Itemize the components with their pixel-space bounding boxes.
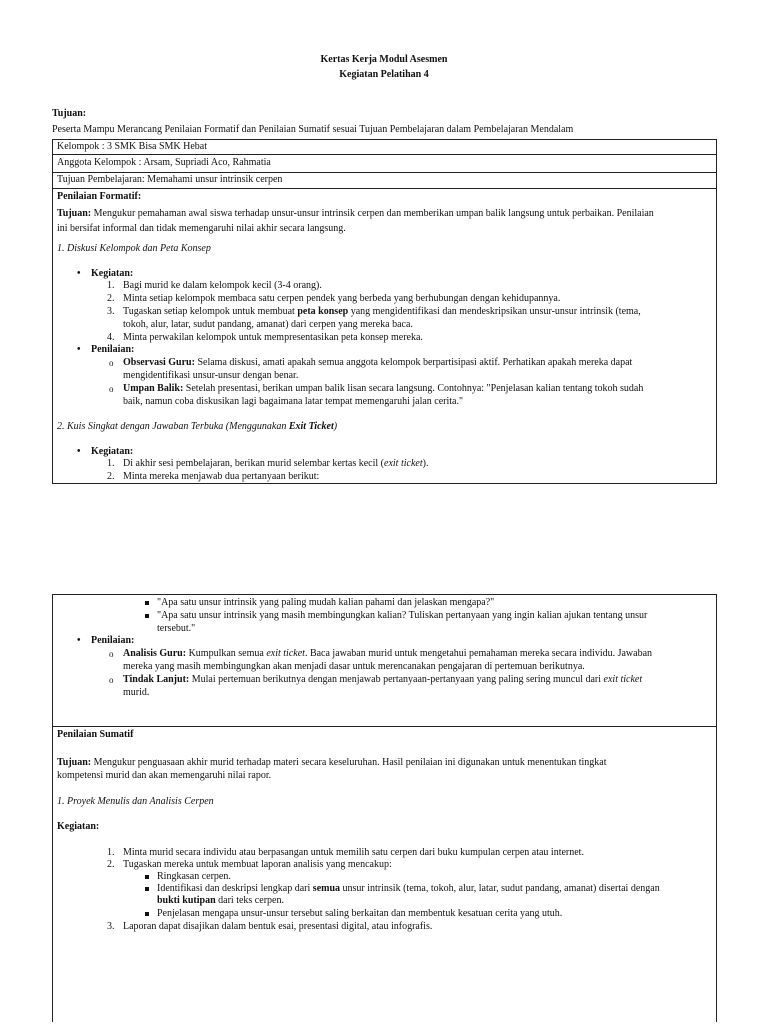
observasi-item: o Observasi Guru: Selama diskusi, amati apakah semua anggota kelompok berpartisipasi aktif. Perhatikan apakah mereka dapat xyxy=(123,357,632,370)
list-item-cont: tokoh, alur, latar, sudut pandang, amanat) dari cerpen yang mereka baca. xyxy=(123,319,413,330)
list-item: Minta mereka menjawab dua pertanyaan berikut: xyxy=(123,471,320,482)
list-item: Minta setiap kelompok membaca satu cerpen pendek yang berbeda yang berhubungan dengan kehidupannya. xyxy=(123,293,561,304)
continuation-table xyxy=(52,594,717,1022)
sub-item-cont: bukti kutipan dari teks cerpen. xyxy=(157,895,284,906)
list-item: Minta perwakilan kelompok untuk mempresentasikan peta konsep mereka. xyxy=(123,332,423,343)
question-item-cont: tersebut." xyxy=(157,623,196,634)
question-item: "Apa satu unsur intrinsik yang masih membingungkan kalian? Tuliskan pertanyaan yang ingin kalian ajukan tentang unsur xyxy=(157,610,648,621)
sub-item: Identifikasi dan deskripsi lengkap dari semua unsur intrinsik (tema, tokoh, alur, latar, sudut pandang, amanat) disertai dengan xyxy=(157,883,660,894)
section1-title: 1. Diskusi Kelompok dan Peta Konsep xyxy=(57,243,211,254)
document-subtitle: Kegiatan Pelatihan 4 xyxy=(339,69,429,80)
list-item: Tugaskan mereka untuk membuat laporan analisis yang mencakup: xyxy=(123,859,392,870)
observasi-item-cont: mengidentifikasi unsur-unsur dengan benar. xyxy=(123,370,299,381)
row-divider xyxy=(53,172,716,173)
list-number: 2. xyxy=(107,859,115,870)
analisis-guru-cont: mereka yang masih membingungkan akan menjadi dasar untuk merencanakan pengajaran di pertemuan berikutnya. xyxy=(123,661,585,672)
list-number: 2. xyxy=(107,471,115,482)
row-divider xyxy=(53,726,716,727)
list-number: 2. xyxy=(107,293,115,304)
list-item: Laporan dapat disajikan dalam bentuk esai, presentasi digital, atau infografis. xyxy=(123,921,433,932)
umpan-balik-item: o Umpan Balik: Setelah presentasi, berikan umpan balik lisan secara langsung. Contohnya: "Penjelasan kalian tentang tokoh sudah xyxy=(123,383,643,396)
list-number: 4. xyxy=(107,332,115,343)
tindak-lanjut-item: o Tindak Lanjut: Mulai pertemuan berikutnya dengan menjawab pertanyaan-pertanyaan yang paling sering muncul dari exit ticket xyxy=(123,674,642,687)
list-item: Bagi murid ke dalam kelompok kecil (3-4 orang). xyxy=(123,280,322,291)
umpan-balik-item-cont: baik, namun coba diskusikan lagi bagaimana latar tempat memengaruhi jalan cerita." xyxy=(123,396,464,407)
list-number: 3. xyxy=(107,921,115,932)
sub-item: Ringkasan cerpen. xyxy=(157,871,231,882)
anggota-row: Anggota Kelompok : Arsam, Supriadi Aco, Rahmatia xyxy=(57,157,271,168)
sumatif-section1-title: 1. Proyek Menulis dan Analisis Cerpen xyxy=(57,796,214,807)
list-item: Tugaskan setiap kelompok untuk membuat peta konsep yang mengidentifikasi dan mendeskripsikan unsur-unsur intrinsik (tema, xyxy=(123,306,641,317)
penilaian-label: • Penilaian: xyxy=(91,635,134,648)
kelompok-row: Kelompok : 3 SMK Bisa SMK Hebat xyxy=(57,141,207,152)
row-divider xyxy=(53,154,716,155)
formatif-tujuan-cont: ini bersifat informal dan tidak memengaruhi nilai akhir secara langsung. xyxy=(57,223,346,234)
analisis-guru-item: o Analisis Guru: Kumpulkan semua exit ticket. Baca jawaban murid untuk mengetahui pemahaman mereka secara individu. Jawaban xyxy=(123,648,652,661)
intro-text: Peserta Mampu Merancang Penilaian Formatif dan Penilaian Sumatif sesuai Tujuan Pembelajaran dalam Pembelajaran Mendalam xyxy=(52,124,574,135)
formatif-heading: Penilaian Formatif: xyxy=(57,191,142,202)
sumatif-tujuan-cont: kompetensi murid dan akan memengaruhi nilai rapor. xyxy=(57,770,272,781)
formatif-tujuan: Tujuan: Mengukur pemahaman awal siswa terhadap unsur-unsur intrinsik cerpen dan memberikan umpan balik langsung untuk perbaikan. Penilaian xyxy=(57,208,654,219)
kegiatan-label: • Kegiatan: xyxy=(91,446,133,459)
tujuan-pembelajaran-row: Tujuan Pembelajaran: Memahami unsur intrinsik cerpen xyxy=(57,174,283,185)
list-number: 1. xyxy=(107,847,115,858)
row-divider xyxy=(53,188,716,189)
intro-label: Tujuan: xyxy=(52,108,87,119)
list-number: 1. xyxy=(107,458,115,469)
sumatif-tujuan: Tujuan: Mengukur penguasaan akhir murid terhadap materi secara keseluruhan. Hasil penilaian ini digunakan untuk menentukan tingkat xyxy=(57,757,607,768)
question-item: "Apa satu unsur intrinsik yang paling mudah kalian pahami dan jelaskan mengapa?" xyxy=(157,597,495,608)
section2-title: 2. Kuis Singkat dengan Jawaban Terbuka (Menggunakan Exit Ticket) xyxy=(57,421,338,432)
kegiatan-label: • Kegiatan: xyxy=(91,268,133,281)
sub-item: Penjelasan mengapa unsur-unsur tersebut saling berkaitan dan membentuk kesatuan cerita yang utuh. xyxy=(157,908,563,919)
sumatif-heading: Penilaian Sumatif xyxy=(57,729,134,740)
document-title: Kertas Kerja Modul Asesmen xyxy=(320,54,448,65)
penilaian-label: • Penilaian: xyxy=(91,344,134,357)
sumatif-kegiatan-label: Kegiatan: xyxy=(57,821,100,832)
list-item: Di akhir sesi pembelajaran, berikan murid selembar kertas kecil (exit ticket). xyxy=(123,458,429,469)
formatif-table xyxy=(52,139,717,484)
list-number: 3. xyxy=(107,306,115,317)
list-number: 1. xyxy=(107,280,115,291)
list-item: Minta murid secara individu atau berpasangan untuk memilih satu cerpen dari buku kumpulan cerpen atau internet. xyxy=(123,847,584,858)
tindak-lanjut-cont: murid. xyxy=(123,687,150,698)
